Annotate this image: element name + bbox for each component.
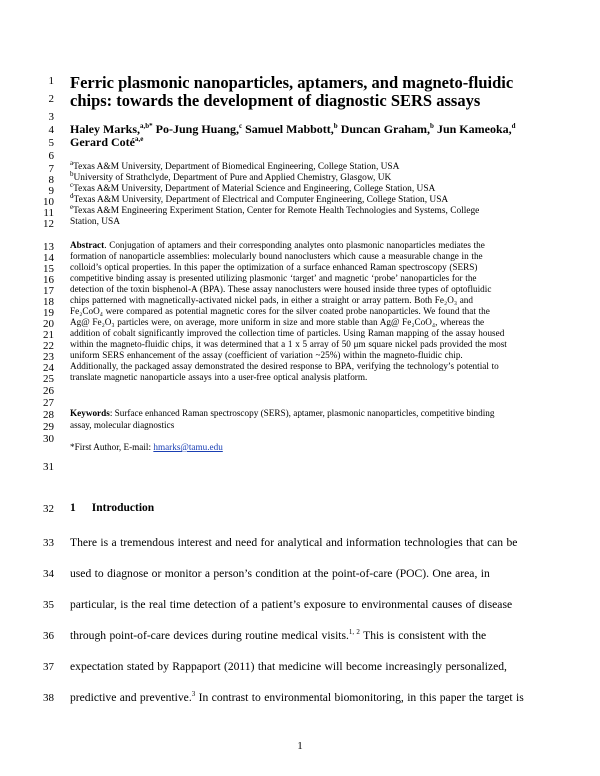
- abstract-text: . Conjugation of aptamers and their corresponding analytes onto plasmonic nanoparticles mediates the: [104, 240, 485, 250]
- line-number: 7: [48, 163, 54, 175]
- line-number: 6: [48, 150, 54, 162]
- affiliation-mark: a: [70, 158, 74, 167]
- author-name: Samuel Mabbott,: [242, 122, 334, 136]
- abstract-line: detection of the toxin bisphenol-A (BPA). These assay nanoclusters were housed inside three types of optofluidic: [70, 284, 492, 294]
- section-number: 1: [70, 502, 76, 514]
- line-number: 22: [43, 340, 54, 352]
- affiliation: [70, 180, 436, 194]
- line-number: 24: [43, 362, 54, 374]
- line-number: 27: [43, 397, 54, 409]
- author-affiliation-mark: d: [511, 122, 516, 130]
- line-number: 33: [43, 537, 54, 549]
- line-number: 23: [43, 351, 54, 363]
- body-line: There is a tremendous interest and need for analytical and information technologies that can be: [70, 536, 518, 549]
- affiliation-mark: c: [70, 180, 74, 189]
- keywords-label: Keywords: [70, 408, 110, 418]
- body-text-run: This is consistent with the: [359, 629, 487, 642]
- abstract-line: chips patterned with magnetically-activated nickel pads, in either a straight or array pattern. Both Fe₂O₃ and: [70, 295, 473, 305]
- line-number: 11: [43, 207, 54, 219]
- affiliation-text: University of Strathclyde, Department of Pure and Applied Chemistry, Glasgow, UK: [73, 173, 392, 183]
- affiliation-text: Texas A&M University, Department of Electrical and Computer Engineering, College Station, USA: [73, 195, 449, 205]
- affiliation-text: Texas A&M University, Department of Biomedical Engineering, College Station, USA: [73, 162, 400, 172]
- affiliation-mark: b: [70, 169, 74, 178]
- line-number: 17: [43, 285, 54, 297]
- affiliation-text: Texas A&M University, Department of Material Science and Engineering, College Station, USA: [73, 184, 436, 194]
- author-name: Po-Jung Huang,: [152, 122, 240, 136]
- affiliation: [70, 191, 449, 205]
- body-text-run: predictive and preventive.: [70, 691, 192, 704]
- line-number: 30: [43, 433, 54, 445]
- line-number: 15: [43, 263, 54, 275]
- line-number: 26: [43, 385, 54, 397]
- abstract-label: Abstract: [70, 240, 105, 250]
- abstract-line: competitive binding assay is presented utilizing plasmonic ‘target’ and magnetic ‘probe’ nanoparticles for the: [70, 273, 477, 283]
- line-number: 14: [43, 252, 54, 264]
- body-line: expectation stated by Rappaport (2011) that medicine will become increasingly personalized,: [70, 660, 507, 673]
- email-link[interactable]: hmarks@tamu.edu: [153, 442, 223, 452]
- line-number: 21: [43, 329, 54, 341]
- affiliation-mark: d: [70, 191, 74, 200]
- line-number: 37: [43, 661, 54, 673]
- line-number: 25: [43, 373, 54, 385]
- affiliation: [70, 169, 392, 183]
- line-number: 34: [43, 568, 54, 580]
- abstract-line: [70, 240, 485, 250]
- abstract-line: within the magneto-fluidic chips, it was determined that a 1 x 5 array of 50 μm square nickel pads provided the most: [70, 339, 507, 349]
- abstract-line: Additionally, the packaged assay demonstrated the desired response to BPA, verifying the technology’s potential to: [70, 361, 499, 371]
- line-number: 35: [43, 599, 54, 611]
- abstract-line: colloid’s optical properties. In this paper the optimization of a surface enhanced Raman spectroscopy (SERS): [70, 262, 478, 272]
- line-number: 28: [43, 409, 54, 421]
- author-affiliation-mark: c: [239, 122, 243, 130]
- line-number: 3: [48, 111, 54, 123]
- line-number: 5: [48, 137, 54, 149]
- line-number: 9: [48, 185, 54, 197]
- abstract-line: formation of nanoparticle assemblies: molecularly bound nanoclusters which cause a measurable change in the: [70, 251, 483, 261]
- line-number: 20: [43, 318, 54, 330]
- body-line: used to diagnose or monitor a person’s condition at the point-of-care (POC). One area, in: [70, 567, 490, 580]
- citation-mark: 3: [191, 690, 196, 699]
- author-name: Gerard Coté: [70, 135, 135, 149]
- author-affiliation-mark: b: [333, 122, 338, 130]
- line-number: 4: [48, 124, 54, 136]
- body-line: particular, is the real time detection of a patient’s exposure to environmental causes of disease: [70, 598, 513, 611]
- body-text-run: In contrast to environmental biomonitoring, in this paper the target is: [195, 691, 524, 704]
- affiliation: [70, 202, 480, 216]
- page-number: 1: [297, 740, 303, 752]
- title-line: chips: towards the development of diagnostic SERS assays: [70, 91, 481, 110]
- line-number: 12: [43, 218, 54, 230]
- line-number: 2: [48, 93, 54, 105]
- body-text-run: through point-of-care devices during routine medical visits.: [70, 629, 349, 642]
- author-name: Haley Marks,: [70, 122, 140, 136]
- line-number: 8: [48, 174, 54, 186]
- affiliation-text: Station, USA: [70, 217, 121, 227]
- keywords-line: assay, molecular diagnostics: [70, 420, 175, 430]
- citation-mark: 1, 2: [348, 628, 360, 637]
- line-number: 38: [43, 692, 54, 704]
- affiliation: [70, 217, 120, 227]
- abstract-line: translate magnetic nanoparticle assays into a user-free optical analysis platform.: [70, 372, 368, 382]
- affiliation-text: Texas A&M Engineering Experiment Station, Center for Remote Health Technologies and Systems, College: [73, 206, 480, 216]
- body-line: [70, 691, 524, 704]
- section-title: Introduction: [91, 502, 155, 514]
- contact-prefix: *First Author, E-mail:: [70, 442, 154, 452]
- line-number: 13: [43, 241, 54, 253]
- abstract-line: Ag@ Fe₂O₃ particles were, on average, more uniform in size and more stable than Ag@ Fe₂CoO₄, whereas the: [70, 317, 485, 327]
- body-line: [70, 629, 486, 642]
- line-number: 29: [43, 421, 54, 433]
- author-affiliation-mark: a,b*: [140, 122, 153, 130]
- affiliation: [70, 158, 400, 172]
- line-number: 10: [43, 196, 54, 208]
- keywords-line: [70, 408, 494, 418]
- author-name: Jun Kameoka,: [433, 122, 512, 136]
- abstract-line: Fe₂CoO₄ were compared as potential magnetic cores for the silver coated probe nanoparticles. We found that the: [70, 306, 490, 316]
- abstract-line: addition of cobalt significantly improved the collection time of particles. Using Raman mapping of the assay housed: [70, 328, 505, 338]
- line-number: 32: [43, 503, 54, 515]
- author-name: Duncan Graham,: [337, 122, 431, 136]
- author-affiliation-mark: b: [430, 122, 434, 130]
- line-number: 31: [43, 461, 54, 473]
- author-affiliation-mark: a,e: [134, 135, 144, 143]
- title-line: Ferric plasmonic nanoparticles, aptamers, and magneto-fluidic: [70, 73, 514, 92]
- line-number: 18: [43, 296, 54, 308]
- section-heading: [70, 502, 154, 514]
- line-number: 16: [43, 274, 54, 286]
- author-line: [70, 135, 143, 150]
- corresponding-author: [70, 442, 223, 452]
- line-number: 1: [48, 75, 54, 87]
- line-number: 19: [43, 307, 54, 319]
- affiliation-mark: e: [70, 202, 74, 211]
- line-number: 36: [43, 630, 54, 642]
- keywords-text: : Surface enhanced Raman spectroscopy (SERS), aptamer, plasmonic nanoparticles, competitive binding: [109, 408, 495, 418]
- abstract-line: uniform SERS enhancement of the assay (coefficient of variation ~25%) within the magneto-fluidic chip.: [70, 350, 463, 360]
